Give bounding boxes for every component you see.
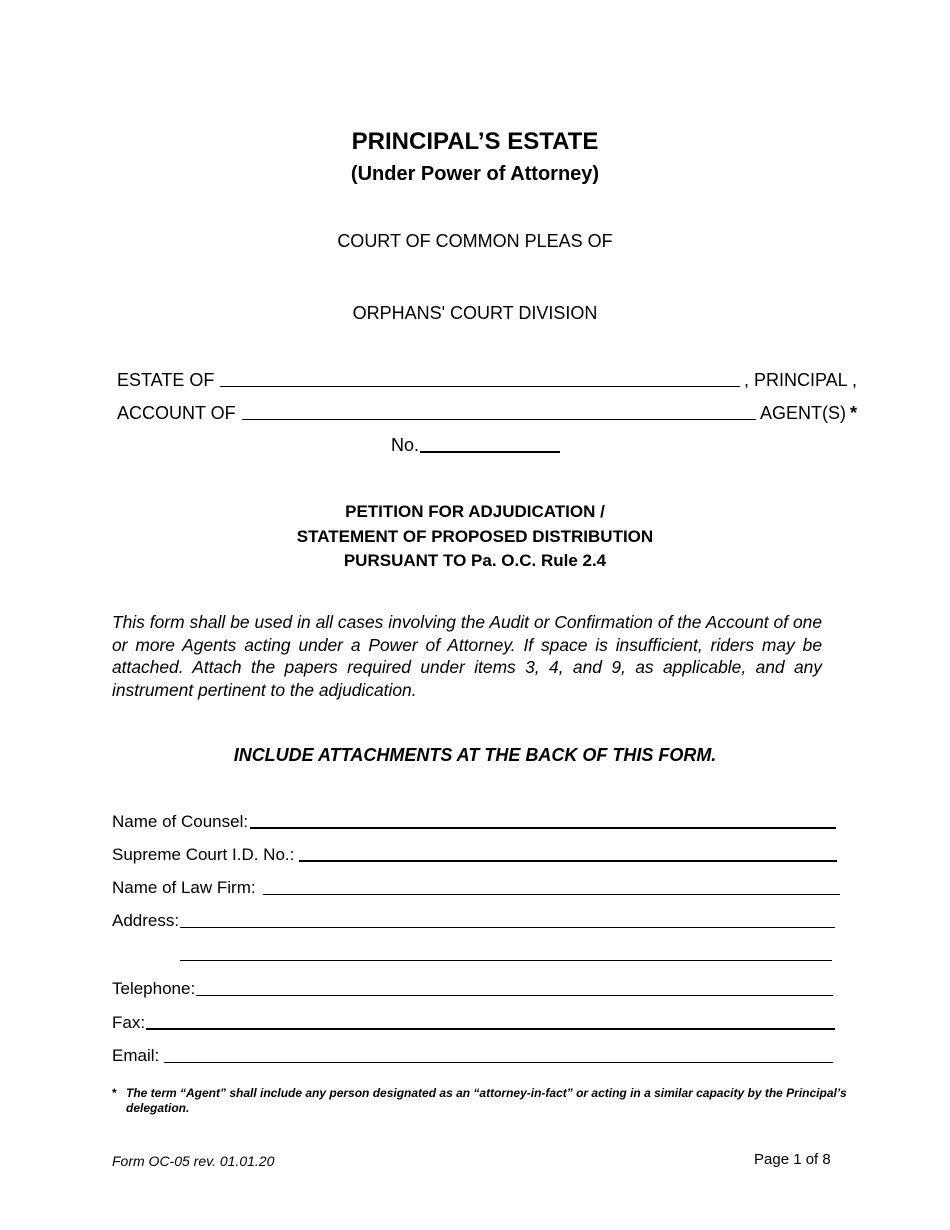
agents-footnote-marker: * [849,403,857,423]
court-division: ORPHANS' COURT DIVISION [352,303,598,323]
principal-label: , PRINCIPAL , [743,370,857,390]
account-of-label: ACCOUNT OF [117,403,236,423]
telephone-label: Telephone: [112,979,196,998]
fax-field[interactable] [146,1012,835,1030]
fax-row [112,1011,835,1033]
agents-label: AGENT(S) [759,403,846,423]
docket-number-field[interactable] [420,433,560,453]
email-label: Email: [112,1046,160,1065]
telephone-row [112,977,833,999]
estate-caption-row [117,365,857,391]
docket-number-label: No. [391,435,420,455]
supreme-court-id-row [112,843,837,865]
estate-name-field[interactable] [220,368,740,387]
docket-number-row [391,433,560,456]
form-identifier: Form OC-05 rev. 01.01.20 [112,1153,275,1169]
counsel-name-row [112,810,836,832]
petition-heading [0,500,950,574]
supreme-court-id-label: Supreme Court I.D. No.: [112,845,295,864]
supreme-court-id-field[interactable] [299,844,837,862]
agent-definition-footnote [112,1086,887,1116]
instructions-paragraph: This form shall be used in all cases involving the Audit or Confirmation of the Account of one or more Agents acting under a Power of Attorney. If space is insufficient, riders may be attached. Attach the papers required under items 3, 4, and 9, as applicable, and any instrument pertinent to the adjudication. [112,612,822,700]
telephone-field[interactable] [196,979,833,996]
counsel-name-field[interactable] [250,811,836,829]
petition-heading-line-2: STATEMENT OF PROPOSED DISTRIBUTION [296,526,654,546]
footnote-marker: * [112,1086,117,1100]
address-row [112,909,835,931]
attachments-notice: INCLUDE ATTACHMENTS AT THE BACK OF THIS FORM. [233,745,717,765]
court-name: COURT OF COMMON PLEAS OF [337,231,613,251]
account-name-field[interactable] [242,401,756,420]
address-field-line-2[interactable] [180,960,832,961]
email-field[interactable] [164,1046,833,1063]
page-number: Page 1 of 8 [754,1151,831,1168]
estate-of-label: ESTATE OF [117,370,215,390]
fax-label: Fax: [112,1013,146,1032]
address-label: Address: [112,911,180,930]
account-caption-row [117,398,857,424]
footnote-text: The term “Agent” shall include any person designated as an “attorney-in-fact” or acting in a similar capacity by the Principal’s delegation. [126,1086,847,1115]
email-row [112,1044,833,1066]
petition-heading-line-1: PETITION FOR ADJUDICATION / [345,502,605,521]
law-firm-row [112,876,840,898]
form-title: PRINCIPAL’S ESTATE [351,128,599,155]
law-firm-field[interactable] [263,878,840,895]
petition-heading-line-3: PURSUANT TO Pa. O.C. Rule 2.4 [343,551,607,570]
form-subtitle: (Under Power of Attorney) [350,163,600,185]
counsel-name-label: Name of Counsel: [112,812,249,831]
address-field-line-1[interactable] [180,911,835,928]
law-firm-label: Name of Law Firm: [112,878,256,897]
